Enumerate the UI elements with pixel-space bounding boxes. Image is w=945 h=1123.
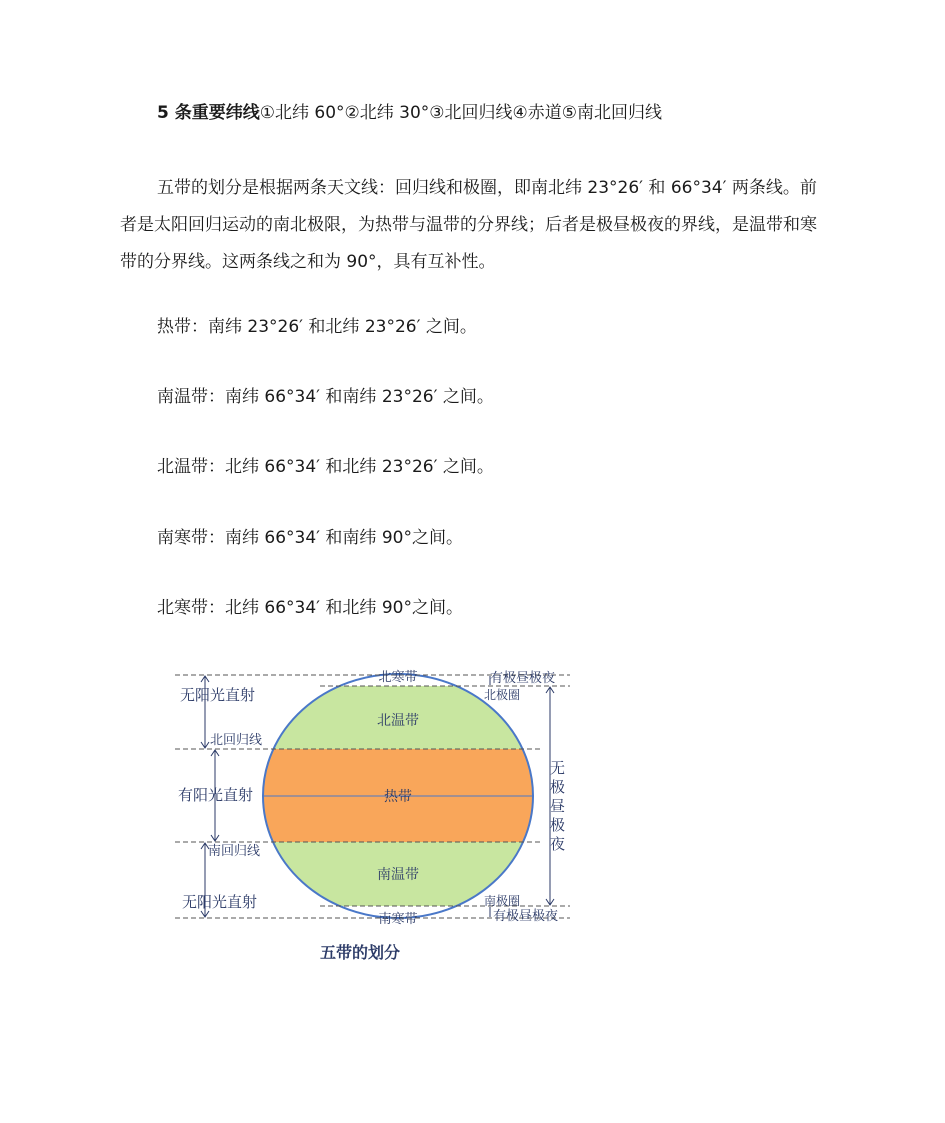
south-frigid-label: 南寒带	[378, 912, 418, 927]
heading-latitude-list: ①北纬 60°②北纬 30°③北回归线④赤道⑤南北回归线	[259, 103, 663, 123]
arctic-circle-label: 北极圈	[484, 688, 521, 702]
no-polar-day-night-label: 无极昼极夜	[548, 760, 566, 855]
south-frigid-zone-line: 南寒带：南纬 66°34′ 和南纬 90°之间。	[157, 528, 463, 548]
figure-caption: 五带的划分	[319, 943, 401, 962]
five-zones-diagram	[160, 660, 600, 970]
north-frigid-label: 北寒带	[378, 670, 418, 685]
tropic-cancer-label: 北回归线	[210, 733, 263, 748]
north-temperate-zone-line: 北温带：北纬 66°34′ 和北纬 23°26′ 之间。	[157, 457, 494, 477]
antarctic-circle-label: 南极圈	[484, 894, 521, 908]
five-zones-svg	[160, 660, 600, 970]
tropic-capricorn-label: 南回归线	[208, 844, 261, 859]
intro-paragraph: 五带的划分是根据两条天文线：回归线和极圈，即南北纬 23°26′ 和 66°34′ 两条线。前者是太阳回归运动的南北极限，为热带与温带的分界线；后者是极昼极夜的界线，是温带和寒带的分界线。这两条线之和为 90°，具有互补性。	[120, 178, 817, 272]
direct-sun-label: 有阳光直射	[178, 786, 254, 804]
key-latitudes-heading	[157, 100, 662, 126]
polar-day-night-top-label: 有极昼极夜	[490, 671, 556, 686]
no-direct-sun-bottom-label: 无阳光直射	[182, 893, 258, 911]
north-temperate-label: 北温带	[377, 713, 419, 729]
south-temperate-label: 南温带	[377, 867, 419, 883]
south-temperate-zone-line: 南温带：南纬 66°34′ 和南纬 23°26′ 之间。	[157, 387, 494, 407]
tropical-label: 热带	[384, 789, 412, 805]
heading-bold: 5 条重要纬线	[157, 103, 260, 123]
polar-day-night-bottom-label: 有极昼极夜	[493, 909, 559, 924]
north-frigid-zone-line: 北寒带：北纬 66°34′ 和北纬 90°之间。	[157, 598, 463, 618]
no-direct-sun-top-label: 无阳光直射	[180, 686, 256, 704]
tropical-zone-line: 热带：南纬 23°26′ 和北纬 23°26′ 之间。	[157, 317, 477, 337]
